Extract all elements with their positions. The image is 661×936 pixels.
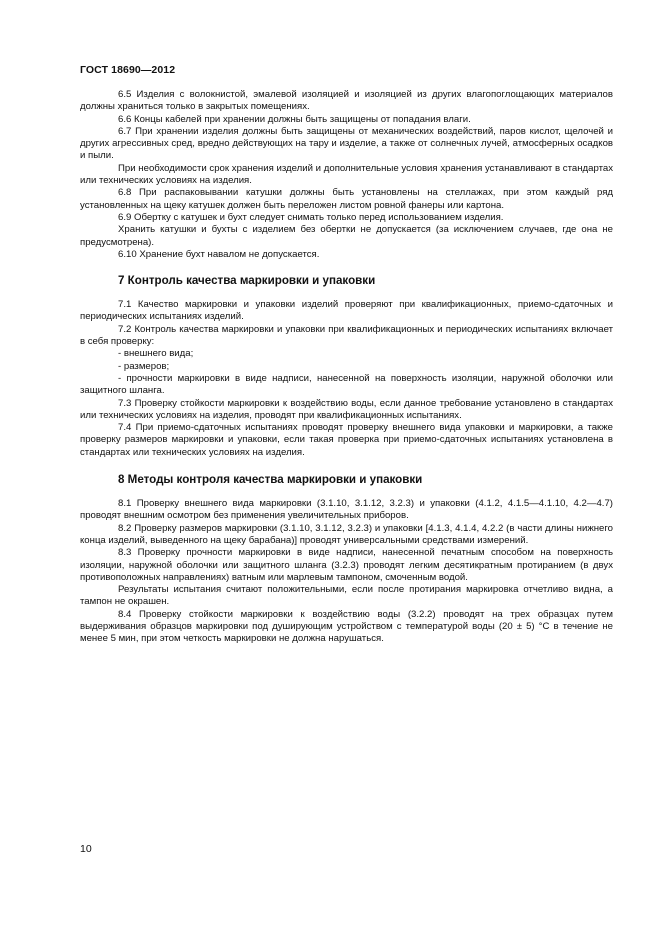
paragraph-7-3: 7.3 Проверку стойкости маркировки к воздействию воды, если данное требование установлено в стандартах или технических условиях на изделия, проводят при квалификационных испытаниях. — [80, 397, 613, 421]
paragraph-7-4: 7.4 При приемо-сдаточных испытаниях проводят проверку внешнего вида упаковки и маркировки, а также проверку размеров маркировки и упаковки, если такая проверка при приемо-сдаточных испытаниях установлена в стандартах или технических условиях на изделия. — [80, 422, 613, 458]
paragraph-8-1: 8.1 Проверку внешнего вида маркировки (3.1.10, 3.1.12, 3.2.3) и упаковки (4.1.2, 4.1.5—4.1.10, 4.2—4.7) проводят внешним осмотром без применения увеличительных приборов. — [80, 498, 613, 522]
paragraph-6-7-continued: При необходимости срок хранения изделий и дополнительные условия хранения устанавливают в стандартах или технических условиях на изделия. — [80, 162, 613, 187]
list-item-marking-strength: - прочности маркировки в виде надписи, нанесенной на поверхность изоляции, наружной оболочки или защитного шланга. — [80, 372, 613, 397]
document-code-header: ГОСТ 18690—2012 — [80, 64, 176, 76]
paragraph-6-10: 6.10 Хранение бухт навалом не допускается. — [118, 248, 320, 260]
paragraph-6-8: 6.8 При распаковывании катушки должны быть установлены на стеллажах, при этом каждый ряд установленных на щеку катушек должен быть переложен листом ровной фанеры или картона. — [80, 187, 613, 211]
page-number: 10 — [80, 843, 92, 855]
paragraph-8-3-continued: Результаты испытания считают положительными, если после протирания маркировка отчетливо видна, а тампон не окрашен. — [80, 584, 613, 608]
list-item-dimensions: - размеров; — [118, 360, 170, 372]
page-content — [80, 89, 613, 646]
paragraph-8-3: 8.3 Проверку прочности маркировки в виде надписи, нанесенной печатным способом на поверхность изоляции, наружной оболочки или защитного шланга (3.2.3) проводят легким десятикратным протиранием (в двух противоположных направлениях) ватным или марлевым тампоном, смоченным водой. — [80, 547, 613, 583]
paragraph-8-2: 8.2 Проверку размеров маркировки (3.1.10, 3.1.12, 3.2.3) и упаковки [4.1.3, 4.1.4, 4.2.2 (в части длины нижнего конца изделий, выведенного на щеку барабана)] проводят универсальными средствами измерений. — [80, 522, 613, 546]
paragraph-6-7: 6.7 При хранении изделия должны быть защищены от механических воздействий, паров кислот, щелочей и других агрессивных сред, вредно действующих на тару и изделие, а также от солнечных лучей, атмосферных осадков и пыли. — [80, 125, 613, 162]
list-item-appearance: - внешнего вида; — [118, 348, 194, 360]
paragraph-6-6: 6.6 Концы кабелей при хранении должны быть защищены от попадания влаги. — [118, 113, 471, 125]
paragraph-7-1: 7.1 Качество маркировки и упаковки изделий проверяют при квалификационных, приемо-сдаточных и периодических испытаниях изделий. — [80, 299, 613, 323]
paragraph-8-4: 8.4 Проверку стойкости маркировки к воздействию воды (3.2.2) проводят на трех образцах путем выдерживания образцов маркировки под душирующим устройством с температурой воды (20 ± 5) °С в течение не менее 5 мин, при этом четкость маркировки не должна нарушаться. — [80, 608, 613, 645]
paragraph-6-5: 6.5 Изделия с волокнистой, эмалевой изоляцией и изоляцией из других влагопоглощающих материалов должны храниться только в закрытых помещениях. — [80, 89, 613, 113]
section-7-heading: 7 Контроль качества маркировки и упаковки — [118, 274, 376, 288]
paragraph-6-9: 6.9 Обертку с катушек и бухт следует снимать только перед использованием изделия. — [118, 211, 504, 223]
section-8-heading: 8 Методы контроля качества маркировки и упаковки — [118, 473, 423, 487]
paragraph-7-2: 7.2 Контроль качества маркировки и упаковки при квалификационных и периодических испытаниях включает в себя проверку: — [80, 323, 613, 348]
paragraph-6-9-continued: Хранить катушки и бухты с изделием без обертки не допускается (за исключением случаев, где она не предусмотрена). — [80, 224, 613, 248]
